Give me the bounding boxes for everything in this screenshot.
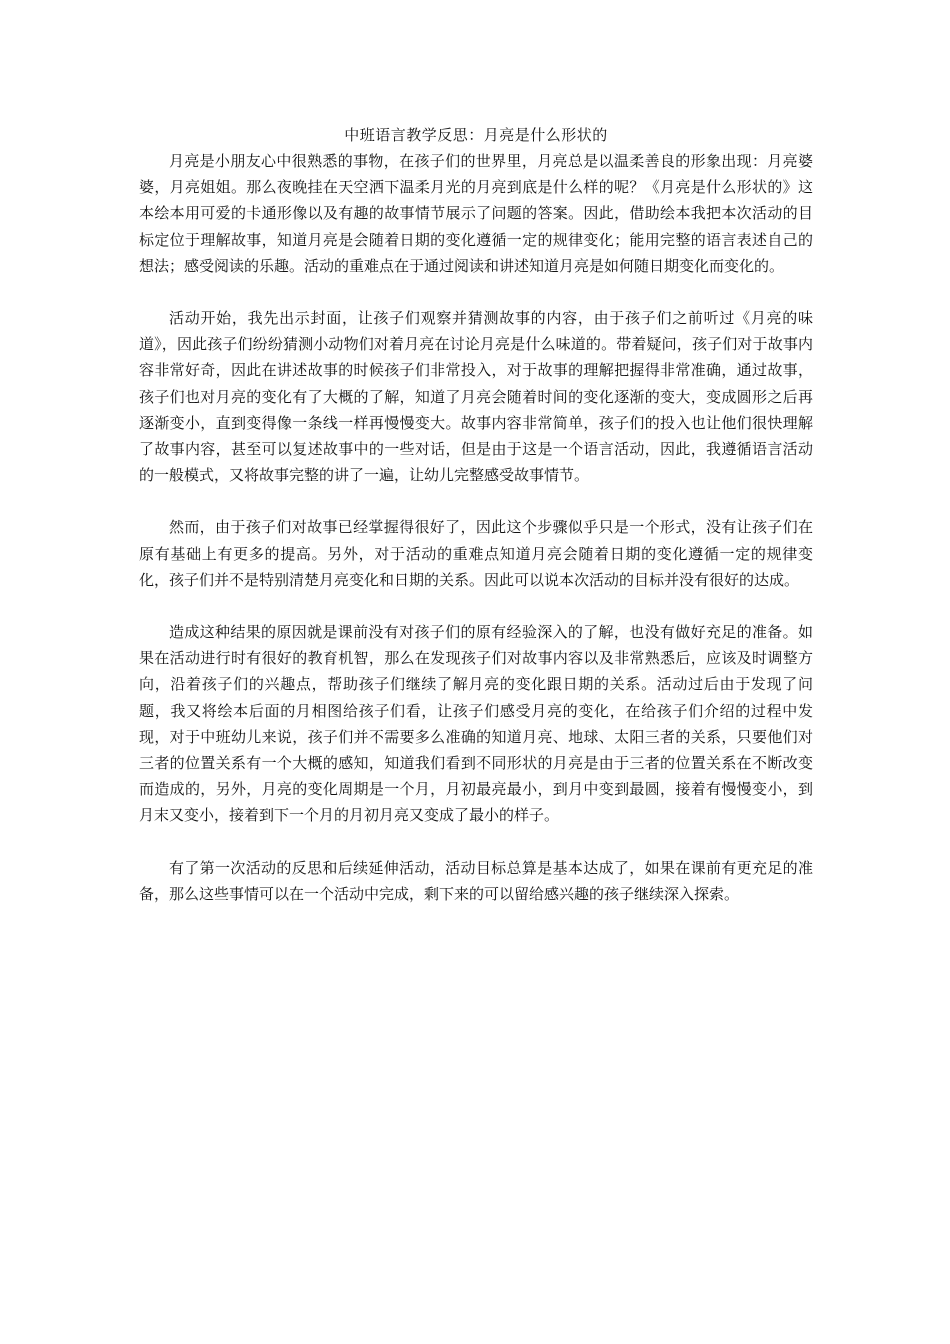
document-page [139, 122, 813, 933]
document-title: 中班语言教学反思：月亮是什么形状的 [344, 126, 608, 144]
paragraph-however: 然而，由于孩子们对故事已经掌握得很好了，因此这个步骤似乎只是一个形式，没有让孩子们在原有基础上有更多的提高。另外，对于活动的重难点知道月亮会随着日期的变化遵循一定的规律变化，孩子们并不是特别清楚月亮变化和日期的关系。因此可以说本次活动的目标并没有很好的达成。 [139, 518, 813, 589]
paragraph-activity-start: 活动开始，我先出示封面，让孩子们观察并猜测故事的内容，由于孩子们之前听过《月亮的味道》，因此孩子们纷纷猜测小动物们对着月亮在讨论月亮是什么味道的。带着疑问，孩子们对于故事内容非常好奇，因此在讲述故事的时候孩子们非常投入，对于故事的理解把握得非常准确，通过故事，孩子们也对月亮的变化有了大概的了解，知道了月亮会随着时间的变化逐渐的变大，变成圆形之后再逐渐变小，直到变得像一条线一样再慢慢变大。故事内容非常简单，孩子们的投入也让他们很快理解了故事内容，甚至可以复述故事中的一些对话，但是由于这是一个语言活动，因此，我遵循语言活动的一般模式，又将故事完整的讲了一遍，让幼儿完整感受故事情节。 [139, 309, 813, 485]
paragraph-conclusion: 有了第一次活动的反思和后续延伸活动，活动目标总算是基本达成了，如果在课前有更充足的准备，那么这些事情可以在一个活动中完成，剩下来的可以留给感兴趣的孩子继续深入探索。 [139, 858, 813, 903]
paragraph-intro: 月亮是小朋友心中很熟悉的事物，在孩子们的世界里，月亮总是以温柔善良的形象出现：月亮婆婆，月亮姐姐。那么夜晚挂在天空洒下温柔月光的月亮到底是什么样的呢？《月亮是什么形状的》这本绘本用可爱的卡通形像以及有趣的故事情节展示了问题的答案。因此，借助绘本我把本次活动的目标定位于理解故事，知道月亮是会随着日期的变化遵循一定的规律变化；能用完整的语言表述自己的想法；感受阅读的乐趣。活动的重难点在于通过阅读和讲述知道月亮是如何随日期变化而变化的。 [139, 152, 813, 275]
paragraph-reason: 造成这种结果的原因就是课前没有对孩子们的原有经验深入的了解，也没有做好充足的准备。如果在活动进行时有很好的教育机智，那么在发现孩子们对故事内容以及非常熟悉后，应该及时调整方向，沿着孩子们的兴趣点，帮助孩子们继续了解月亮的变化跟日期的关系。活动过后由于发现了问题，我又将绘本后面的月相图给孩子们看，让孩子们感受月亮的变化，在给孩子们介绍的过程中发现，对于中班幼儿来说，孩子们并不需要多么准确的知道月亮、地球、太阳三者的关系，只要他们对三者的位置关系有一个大概的感知，知道我们看到不同形状的月亮是由于三者的位置关系在不断改变而造成的，另外，月亮的变化周期是一个月，月初最亮最小，到月中变到最圆，接着有慢慢变小，到月末又变小，接着到下一个月的月初月亮又变成了最小的样子。 [139, 623, 813, 825]
